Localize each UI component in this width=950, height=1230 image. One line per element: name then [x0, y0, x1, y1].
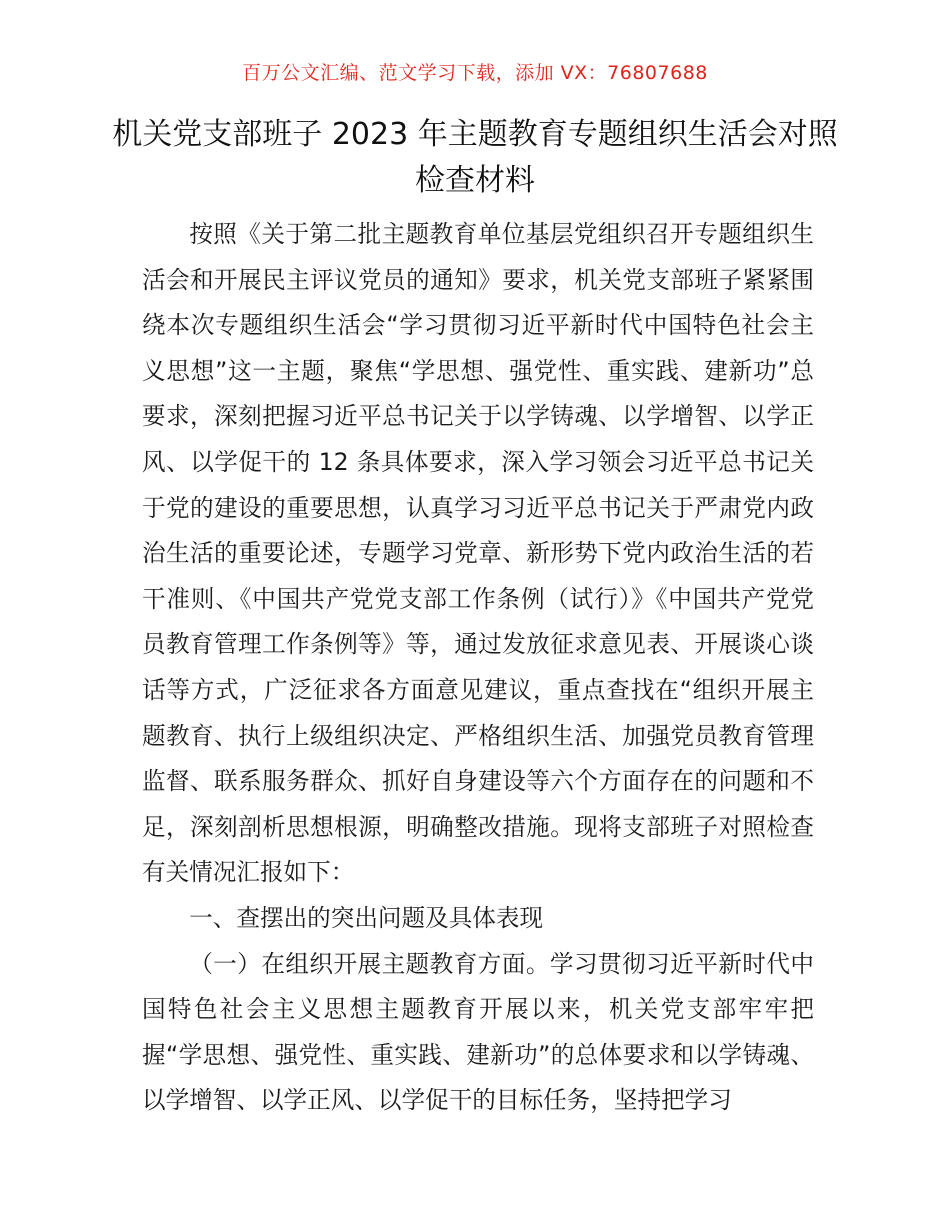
document-title: 机关党支部班子 2023 年主题教育专题组织生活会对照检查材料	[112, 117, 838, 198]
intro-paragraph: 按照《关于第二批主题教育单位基层党组织召开专题组织生活会和开展民主评议党员的通知》要求，机关党支部班子紧紧围绕本次专题组织生活会“学习贯彻习近平新时代中国特色社会主义思想”这一主题，聚焦“学思想、强党性、重实践、建新功”总要求，深刻把握习近平总书记关于以学铸魂、以学增智、以学正风、以学促干的 12 条具体要求，深入学习领会习近平总书记关于党的建设的重要思想，认真学习习近平总书记关于严肃党内政治生活的重要论述，专题学习党章、新形势下党内政治生活的若干准则、《中国共产党党支部工作条例（试行）》《中国共产党党员教育管理工作条例等》等，通过发放征求意见表、开展谈心谈话等方式，广泛征求各方面意见建议，重点查找在“组织开展主题教育、执行上级组织决定、严格组织生活、加强党员教育管理监督、联系服务群众、抓好自身建设等六个方面存在的问题和不足，深刻剖析思想根源，明确整改措施。现将支部班子对照检查有关情况汇报如下：	[142, 220, 814, 887]
header-banner: 百万公文汇编、范文学习下载，添加 VX：76807688	[242, 62, 708, 84]
subsection-paragraph: （一）在组织开展主题教育方面。学习贯彻习近平新时代中国特色社会主义思想主题教育开展以来，机关党支部牢牢把握“学思想、强党性、重实践、建新功”的总体要求和以学铸魂、以学增智、以学正风、以学促干的目标任务，坚持把学习	[142, 949, 814, 1115]
document-body	[142, 212, 814, 1124]
section-heading: 一、查摆出的突出问题及具体表现	[189, 903, 544, 932]
